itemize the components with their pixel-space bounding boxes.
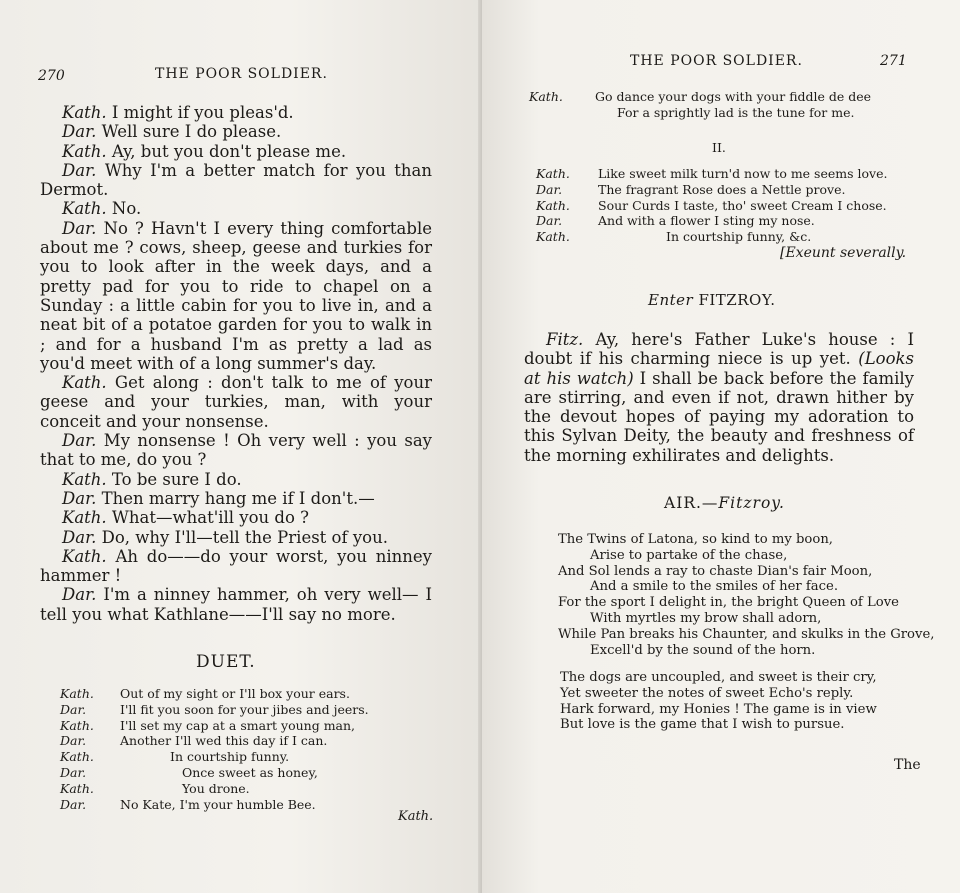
- verse-line: [536, 166, 887, 182]
- speaker-label: Dar.: [62, 527, 97, 547]
- verse-text: Like sweet milk turn'd now to me seems love.: [598, 166, 888, 181]
- verse-line: While Pan breaks his Chaunter, and skulks in the Grove,: [558, 626, 935, 642]
- entrance-direction: [648, 291, 776, 309]
- speaker-label: Kath.: [536, 197, 570, 213]
- speaker-label: Kath.: [60, 749, 94, 765]
- air-singer: Fitzroy.: [718, 494, 785, 512]
- speech-text: Get along : don't talk to me of your geese and your turkies, man, with your conceit and your nonsense.: [40, 373, 433, 431]
- speaker-label: Kath.: [62, 469, 107, 489]
- speaker-label: Kath.: [536, 229, 570, 245]
- verse-text: Another I'll wed this day if I can.: [120, 733, 328, 749]
- speaker-label: Dar.: [60, 796, 87, 812]
- air-stanza-two: [560, 670, 877, 733]
- verse-line: [536, 229, 887, 245]
- verse-line: [60, 749, 369, 765]
- speaker-label: Kath.: [536, 166, 570, 181]
- verse-text: Go dance your dogs with your fiddle de dee: [595, 89, 872, 104]
- dialogue-line: [40, 122, 432, 141]
- dialogue-line: [40, 199, 432, 218]
- verse-text: The fragrant Rose does a Nettle prove.: [598, 181, 846, 197]
- song-verse-top: [529, 89, 871, 121]
- enter-label: Enter: [648, 291, 694, 309]
- speaker-label: [529, 105, 595, 121]
- dialogue-line: [40, 219, 432, 373]
- dialogue-line: [40, 528, 432, 547]
- speaker-label: Kath.: [60, 717, 94, 733]
- verse-line: [529, 105, 871, 121]
- dialogue-line: [40, 489, 432, 508]
- verse-line: [60, 733, 369, 749]
- air-stanza-one: [558, 532, 934, 658]
- speech-text: No ? Havn't I every thing comfortable about me ? cows, sheep, geese and turkies for you to look after in the week days, and a pretty pad for you to ride to chapel on a Sunday : a little cabin for you to live in, and a neat bit of a potatoe garden for you to walk in ; and for a husband I'm as pretty a lad as you'd meet with of a long summer's day.: [40, 218, 432, 373]
- song-verse-two: [536, 166, 887, 245]
- dialogue-line: [40, 103, 432, 122]
- verse-line: [60, 765, 369, 781]
- dialogue-block: [40, 103, 432, 624]
- speaker-label: Dar.: [62, 431, 97, 451]
- dialogue-line: [40, 373, 432, 431]
- verse-line: Hark forward, my Honies ! The game is in view: [560, 701, 877, 717]
- verse-line: [60, 797, 369, 813]
- speech-text: I might if you pleas'd.: [111, 103, 294, 122]
- speaker-label: Kath.: [60, 686, 94, 701]
- speaker-label: Dar.: [536, 213, 563, 229]
- speaker-label: Dar.: [60, 733, 87, 749]
- page-number: 271: [880, 53, 907, 69]
- speech-text: Why I'm a better match for you than Dermot.: [40, 160, 432, 200]
- speech-text: Ah do——do your worst, you ninney hammer !: [40, 546, 432, 586]
- duet-heading: DUET.: [196, 652, 256, 672]
- speaker-label: Kath.: [62, 199, 107, 219]
- speaker-label: Dar.: [60, 701, 87, 717]
- verse-text: For a sprightly lad is the tune for me.: [617, 104, 855, 120]
- verse-text: In courtship funny, &c.: [666, 229, 812, 245]
- fitzroy-speech: [524, 330, 914, 465]
- verse-text: And with a flower I sting my nose.: [598, 213, 815, 229]
- verse-text: Out of my sight or I'll box your ears.: [120, 686, 350, 701]
- speaker-label: Kath.: [62, 373, 107, 393]
- verse-line: [536, 198, 887, 214]
- verse-line: [60, 718, 369, 734]
- verse-line: [60, 686, 369, 702]
- dialogue-line: [40, 547, 432, 586]
- verse-line: But love is the game that I wish to pursue.: [560, 717, 845, 733]
- speech-text: I shall be back before the family are stirring, and even if not, drawn hither by the devout hopes of paying my adoration to this Sylvan Deity, the beauty and freshness of the morning exhilirates and delights.: [524, 368, 914, 465]
- verse-line: [529, 89, 871, 105]
- dialogue-line: [40, 142, 432, 161]
- verse-line: The Twins of Latona, so kind to my boon,: [558, 532, 833, 547]
- dialogue-line: [40, 585, 432, 624]
- right-page: [482, 0, 960, 893]
- speech-text: Do, why I'll—tell the Priest of you.: [101, 527, 388, 547]
- speaker-label: Dar.: [62, 585, 97, 605]
- verse-line: For the sport I delight in, the bright Queen of Love: [558, 595, 899, 611]
- speech-text: To be sure I do.: [111, 469, 242, 489]
- dialogue-line: [40, 161, 432, 200]
- verse-text: I'll fit you soon for your jibes and jeers.: [120, 701, 369, 717]
- speech-text: Ay, here's Father Luke's house : I doubt if his charming niece is up yet.: [524, 330, 915, 369]
- verse-text: No Kate, I'm your humble Bee.: [120, 796, 316, 812]
- speaker-label: Dar.: [62, 160, 97, 180]
- speaker-label: Dar.: [62, 488, 97, 508]
- verse-line: Yet sweeter the notes of sweet Echo's reply.: [560, 685, 854, 701]
- verse-line: Excell'd by the sound of the horn.: [590, 642, 816, 658]
- verse-line: [60, 781, 369, 797]
- speaker-label: Dar.: [60, 764, 87, 780]
- speaker-label: Fitz.: [546, 330, 584, 349]
- running-head: THE POOR SOLDIER.: [155, 66, 328, 82]
- speaker-label: Dar.: [62, 218, 97, 238]
- speech-text: My nonsense ! Oh very well : you say that to me, do you ?: [40, 431, 433, 470]
- air-heading: [664, 494, 785, 512]
- speech-text: No.: [111, 199, 142, 219]
- dialogue-line: [40, 508, 432, 527]
- verse-text: Once sweet as honey,: [182, 764, 318, 780]
- verse-line: Arise to partake of the chase,: [590, 547, 788, 563]
- speaker-label: Kath.: [62, 141, 107, 161]
- catchword: The: [894, 757, 921, 773]
- speaker-label: Kath.: [60, 780, 94, 796]
- speaker-label: Kath.: [62, 508, 107, 528]
- enter-name: FITZROY.: [698, 291, 776, 309]
- speaker-label: Kath.: [62, 103, 107, 122]
- speech-text: Well sure I do please.: [101, 122, 282, 142]
- verse-text: You drone.: [182, 780, 250, 796]
- verse-line: [60, 702, 369, 718]
- speaker-label: Kath.: [529, 89, 563, 104]
- verse-line: [536, 213, 887, 229]
- speaker-label: Dar.: [536, 181, 563, 197]
- stage-direction-exeunt: [Exeunt severally.: [780, 245, 907, 261]
- speaker-label: Kath.: [62, 546, 107, 566]
- verse-line: [536, 182, 887, 198]
- speech-text: Then marry hang me if I don't.—: [101, 488, 375, 508]
- speaker-label: Dar.: [62, 122, 97, 142]
- verse-text: Sour Curds I taste, tho' sweet Cream I chose.: [598, 197, 887, 213]
- stanza-number: II.: [712, 140, 726, 155]
- speech-text: I'm a ninney hammer, oh very well— I tell you what Kathlane——I'll say no more.: [40, 585, 432, 624]
- stage-direction: (Looks at his watch): [524, 349, 915, 388]
- verse-line: And Sol lends a ray to chaste Dian's fair Moon,: [558, 563, 873, 579]
- speech-text: Ay, but you don't please me.: [111, 141, 347, 161]
- catchword: Kath.: [398, 809, 434, 824]
- verse-text: In courtship funny.: [170, 749, 290, 765]
- running-head: THE POOR SOLDIER.: [630, 53, 803, 69]
- dialogue-line: [40, 470, 432, 489]
- verse-line: The dogs are uncoupled, and sweet is their cry,: [560, 670, 877, 685]
- verse-line: And a smile to the smiles of her face.: [590, 579, 839, 595]
- air-title: AIR.—: [664, 494, 719, 512]
- speech-text: What—what'ill you do ?: [111, 508, 310, 528]
- verse-text: I'll set my cap at a smart young man,: [120, 717, 356, 733]
- dialogue-line: [40, 431, 432, 470]
- page-number: 270: [38, 68, 65, 84]
- verse-line: With myrtles my brow shall adorn,: [590, 610, 822, 626]
- duet-verse: [60, 686, 369, 812]
